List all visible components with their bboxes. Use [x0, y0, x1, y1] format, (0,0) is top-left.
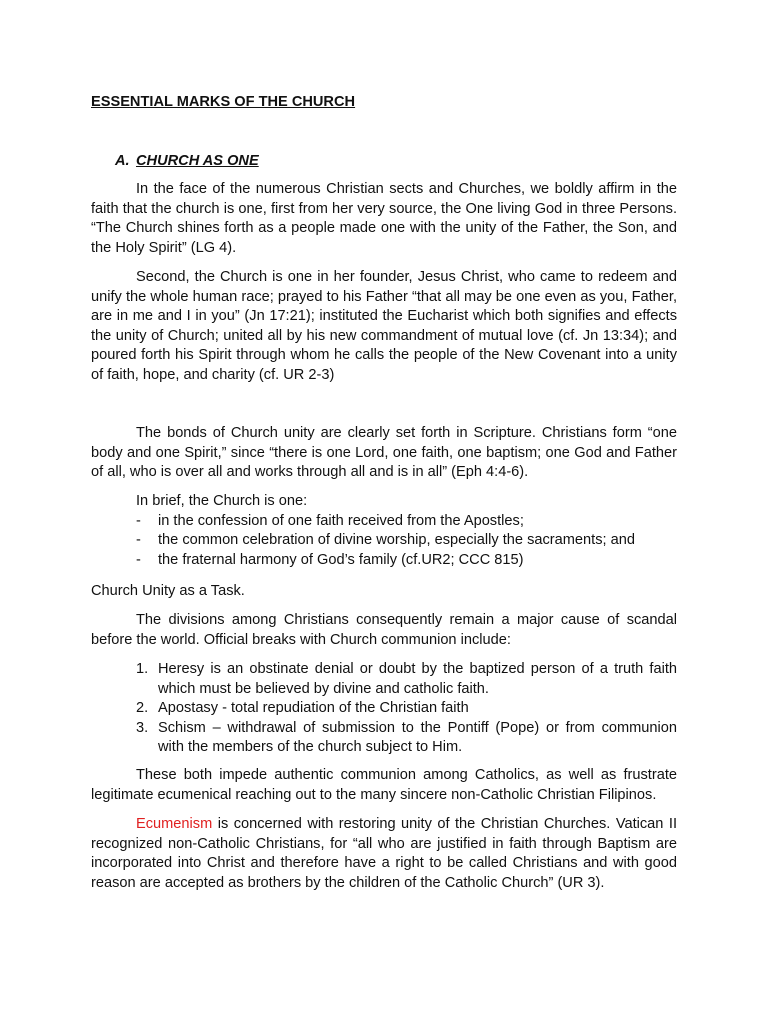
brief-section [91, 492, 677, 570]
ecumenism-term: Ecumenism [136, 816, 213, 832]
paragraph-text: These both impede authentic communion among Catholics, as well as frustrate legitimate ecumenical reaching out to the many sincere non-Catholic Christian Filipinos. [91, 767, 677, 803]
list-item-text: Apostasy - total repudiation of the Christian faith [158, 700, 469, 716]
list-item [91, 551, 677, 571]
section-heading-text: CHURCH AS ONE [136, 153, 259, 169]
list-item [91, 660, 677, 699]
document-title: ESSENTIAL MARKS OF THE CHURCH [91, 94, 356, 110]
breaks-list-block [91, 660, 677, 758]
paragraph-divisions [91, 611, 677, 650]
list-marker: 2. [136, 700, 149, 716]
list-item-text: the fraternal harmony of God’s family (cf.UR2; CCC 815) [158, 551, 524, 568]
list-item [91, 512, 677, 532]
paragraph-one-founder [91, 268, 677, 385]
subheading-text: Church Unity as a Task. [91, 583, 245, 599]
list-item-text: the common celebration of divine worship, especially the sacraments; and [158, 532, 635, 548]
list-item [91, 531, 677, 551]
list-item-text: in the confession of one faith received from the Apostles; [158, 512, 524, 529]
list-marker: - [136, 512, 141, 529]
brief-list [91, 512, 677, 571]
paragraph-one-source [91, 180, 677, 258]
paragraph-text: The bonds of Church unity are clearly set forth in Scripture. Christians form “one body and one Spirit,” since “there is one Lord, one faith, one baptism; one God and Father of all, who is over all and works through all and is in all” (Eph 4:4-6). [91, 425, 677, 480]
list-marker: - [136, 532, 141, 548]
list-item-text: Schism – withdrawal of submission to the Pontiff (Pope) or from communion with the members of the church subject to Him. [158, 719, 677, 755]
paragraph-impede [91, 766, 677, 805]
list-marker: 3. [136, 719, 149, 736]
list-item [91, 719, 677, 758]
list-item [91, 699, 677, 719]
paragraph-text: The divisions among Christians consequently remain a major cause of scandal before the world. Official breaks with Church communion include: [91, 612, 677, 648]
paragraph-ecumenism [91, 815, 677, 893]
paragraph-text [91, 815, 677, 893]
list-marker: - [136, 551, 141, 568]
paragraph-text: In the face of the numerous Christian sects and Churches, we boldly affirm in the faith that the church is one, first from her very source, the One living God in three Persons. “The Church shines forth as a people made one with the unity of the Father, the Son, and the Holy Spirit” (LG 4). [91, 181, 677, 256]
breaks-list [91, 660, 677, 758]
brief-intro: In brief, the Church is one: [136, 493, 308, 509]
list-marker: 1. [136, 661, 149, 677]
paragraph-text: Second, the Church is one in her founder, Jesus Christ, who came to redeem and unify the whole human race; prayed to his Father “that all may be one even as you, Father, are in me and I in you” (Jn 17:21); instituted the Eucharist which both signifies and effects the unity of Church; united all by his new commandment of mutual love (cf. Jn 13:34); and poured forth his Spirit through whom he calls the people of the New Covenant into a unity of faith, hope, and charity (cf. UR 2-3) [91, 269, 677, 383]
section-heading-church-as-one [115, 152, 259, 172]
unity-task-heading [91, 582, 677, 602]
ecumenism-text: is concerned with restoring unity of the Christian Churches. Vatican II recognized non-Catholic Christians, for “all who are justified in faith through Baptism are incorporated into Christ and therefore have a right to be called Christians and with good reason are accepted as brothers by the children of the Catholic Church” (UR 3). [91, 816, 677, 891]
list-item-text: Heresy is an obstinate denial or doubt by the baptized person of a truth faith which must be believed by divine and catholic faith. [158, 661, 677, 697]
paragraph-bonds-of-unity [91, 424, 677, 483]
section-letter: A. [115, 153, 130, 169]
